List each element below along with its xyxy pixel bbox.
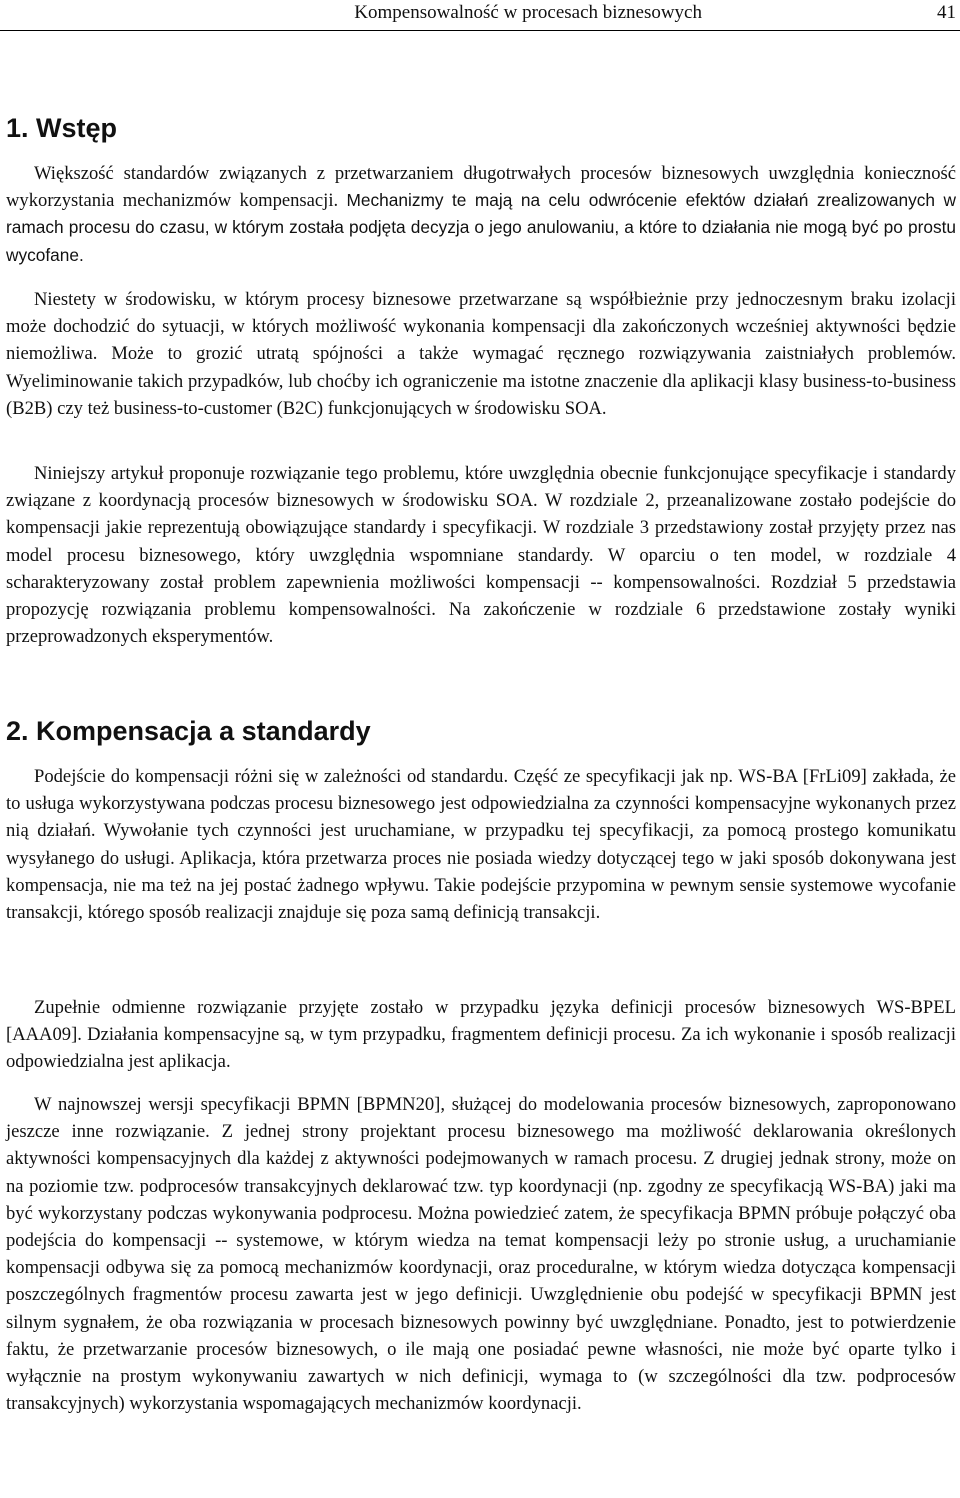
- paragraph-compensation-2: Zupełnie odmienne rozwiązanie przyjęte zostało w przypadku języka definicji procesów biznesowych WS-BPEL [AAA09]. Działania kompensacyjne są, w tym przypadku, fragmentem definicji procesu. Za ich wykonanie i sposób realizacji odpowiedzialna jest aplikacja.: [6, 997, 956, 1073]
- paragraph-intro-2: Niestety w środowisku, w którym procesy biznesowe przetwarzane są współbieżnie przy jednoczesnym braku izolacji może dochodzić do sytuacji, w których możliwość wykonania kompensacji dla zakończonych wcześniej aktywności będzie niemożliwa. Może to grozić utratą spójności a także wymagać ręcznego rozwiązywania zaistniałych problemów. Wyeliminowanie takich przypadków, lub choćby ich ograniczenie ma istotne znaczenie dla aplikacji klasy business-to-business (B2B) czy też business-to-customer (B2C) funkcjonujących w środowisku SOA.: [6, 289, 956, 419]
- paragraph-compensation-3: W najnowszej wersji specyfikacji BPMN [BPMN20], służącej do modelowania procesów biznesowych, zaproponowano jeszcze inne rozwiązanie. Z jednej strony projektant procesu biznesowego ma możliwość deklarowania określonych aktywności kompensacyjnych dla każdej z aktywności podejmowanych w ramach procesu. Z drugiej jednak strony, może on na poziomie tzw. podprocesów transakcyjnych deklarować tzw. typ koordynacji (np. zgodny ze specyfikacją WS-BA) jaki ma być wykorzystany podczas wykonywania podprocesu. Można powiedzieć zatem, że specyfikacja BPMN próbuje połączyć oba podejścia do kompensacji -- systemowe, w którym wiedza na temat kompensacji leży po stronie usług, a uruchamianie kompensacji odbywa się za pomocą mechanizmów koordynacji, oraz proceduralne, w którym wiedza dotycząca kompensacji poszczególnych fragmentów procesu zawarta jest w jego definicji. Uwzględnienie obu podejść w specyfikacji BPMN jest silnym sygnałem, że oba rozwiązania w procesach biznesowych powinny być uwzględniane. Ponadto, jest to potwierdzenie faktu, że przetwarzanie procesów biznesowych, o ile mają one posiadać pewne własności, nie może być oparte tylko i wyłącznie na prostym wykonywaniu zawartych w nich definicji, wymaga to (w szczególności dla tzw. podprocesów transakcyjnych) wykorzystania wspomagających mechanizmów koordynacji.: [6, 1094, 956, 1415]
- paragraph-compensation-1: Podejście do kompensacji różni się w zależności od standardu. Część ze specyfikacji jak np. WS-BA [FrLi09] zakłada, że to usługa wykorzystywana podczas procesu biznesowego jest odpowiedzialna za czynności kompensacyjne wykonanych przez nią działań. Wywołanie tych czynności jest uruchamiane, w przypadku tej specyfikacji, za pomocą prostego komunikatu wysyłanego do usługi. Aplikacja, która przetwarza proces nie posiada wiedzy dotyczącej tego w jaki sposób dokonywana jest kompensacja, nie ma też na jej postać żadnego wpływu. Takie podejście przypomina w pewnym sensie systemowe wycofanie transakcji, którego sposób realizacji znajduje się poza samą definicją transakcji.: [6, 766, 956, 924]
- section-heading-intro: 1. Wstęp: [6, 113, 118, 143]
- page-number: 41: [937, 2, 956, 23]
- paragraph-intro-1: [6, 160, 956, 269]
- paragraph-intro-1-serif: Większość standardów związanych z przetwarzaniem długotrwałych procesów biznesowych uwzględnia konieczność wykorzystania mechanizmów kompensacji.: [6, 163, 956, 212]
- paragraph-intro-3: Niniejszy artykuł proponuje rozwiązanie tego problemu, które uwzględnia obecnie funkcjonujące specyfikacje i standardy związane z koordynacją procesów biznesowych w środowisku SOA. W rozdziale 2, przeanalizowane zostało podejście do kompensacji jakie reprezentują obowiązujące standardy i specyfikacji. W rozdziale 3 przedstawiony został przyjęty przez nas model procesu biznesowego, który uwzględnia wspomniane standardy. W oparciu o ten model, w rozdziale 4 scharakteryzowany został problem zapewnienia możliwości kompensacji -- kompensowalności. Rozdział 5 przedstawia propozycję rozwiązania problemu kompensowalności. Na zakończenie w rozdziale 6 przedstawione zostały wyniki przeprowadzonych eksperymentów.: [6, 463, 956, 648]
- running-header: [0, 0, 960, 31]
- running-title: Kompensowalność w procesach biznesowych: [354, 2, 702, 23]
- paragraph-intro-1-sans: Mechanizmy te mają na celu odwrócenie efektów działań zrealizowanych w ramach procesu do czasu, w którym została podjęta decyzja o jego anulowaniu, a które to działania nie mogą być po prostu wycofane.: [6, 190, 956, 265]
- section-heading-compensation: 2. Kompensacja a standardy: [6, 716, 371, 746]
